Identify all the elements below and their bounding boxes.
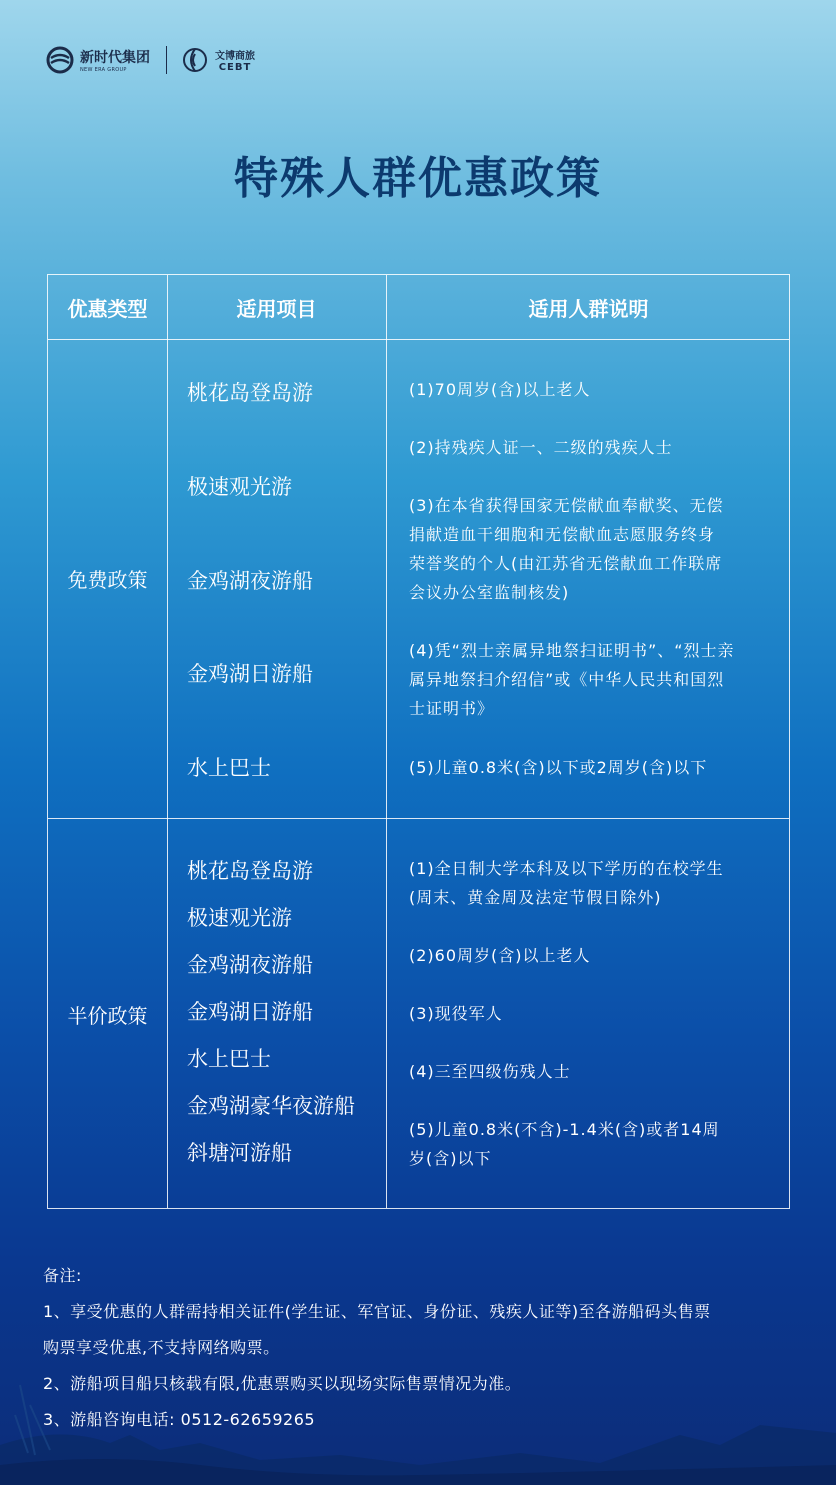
logo2-en: CEBT [218,62,252,73]
new-era-logo-icon [46,46,74,74]
logo1-cn: 新时代集团 [80,50,150,66]
half-item: 水上巴士 [187,1047,271,1071]
half-desc: 岁(含)以下 [409,1149,492,1168]
free-desc: (3)在本省获得国家无偿献血奉献奖、无偿 [409,496,724,515]
header-type: 优惠类型 [67,296,148,321]
free-item: 金鸡湖日游船 [187,662,313,686]
half-desc: (4)三至四级伤残人士 [409,1062,571,1081]
half-item: 金鸡湖夜游船 [187,953,313,977]
half-item: 金鸡湖豪华夜游船 [187,1094,355,1118]
half-desc: (3)现役军人 [409,1004,503,1023]
table-divider [167,275,168,1208]
category-free: 免费政策 [67,568,148,592]
header-items: 适用项目 [236,296,317,321]
page-title: 特殊人群优惠政策 [234,153,602,204]
free-desc: 会议办公室监制核发) [409,583,570,602]
half-desc: (2)60周岁(含)以上老人 [409,946,591,965]
logo2-cn: 文博商旅 [215,51,255,62]
free-item: 桃花岛登岛游 [187,381,313,405]
half-desc: (5)儿童0.8米(不含)-1.4米(含)或者14周 [409,1120,720,1139]
free-item: 金鸡湖夜游船 [187,569,313,593]
free-desc: 属异地祭扫介绍信”或《中华人民共和国烈 [409,670,725,689]
free-desc: 捐献造血干细胞和无偿献血志愿服务终身 [409,525,716,544]
notes [43,1258,803,1438]
table-divider [386,275,387,1208]
free-desc: 士证明书》 [409,699,495,718]
free-item: 极速观光游 [187,475,292,499]
free-desc: (5)儿童0.8米(含)以下或2周岁(含)以下 [409,758,708,777]
logo1-en: NEW ERA GROUP [80,67,127,73]
half-item: 极速观光游 [187,906,292,930]
half-item: 金鸡湖日游船 [187,1000,313,1024]
half-item: 斜塘河游船 [187,1141,292,1165]
free-desc: (4)凭“烈士亲属异地祭扫证明书”、“烈士亲 [409,641,735,660]
notes-title: 备注: [43,1266,82,1285]
new-era-group-logo [46,46,150,74]
header-desc: 适用人群说明 [528,296,649,321]
policy-table [47,274,790,1209]
free-desc: 荣誉奖的个人(由江苏省无偿献血工作联席 [409,554,723,573]
cebt-logo-icon [181,46,209,74]
category-half: 半价政策 [67,1004,148,1028]
note-line: 1、享受优惠的人群需持相关证件(学生证、军官证、身份证、残疾人证等)至各游船码头售票 [43,1302,711,1321]
half-desc: (1)全日制大学本科及以下学历的在校学生 [409,859,724,878]
free-item: 水上巴士 [187,756,271,780]
cebt-logo [181,46,255,74]
free-desc: (1)70周岁(含)以上老人 [409,380,591,399]
note-line: 2、游船项目船只核载有限,优惠票购买以现场实际售票情况为准。 [43,1374,522,1393]
logo-divider [166,46,167,74]
header [46,40,255,80]
note-line: 3、游船咨询电话: 0512-62659265 [43,1410,316,1429]
note-line: 购票享受优惠,不支持网络购票。 [43,1338,280,1357]
half-desc: (周末、黄金周及法定节假日除外) [409,888,662,907]
free-desc: (2)持残疾人证一、二级的残疾人士 [409,438,673,457]
half-item: 桃花岛登岛游 [187,859,313,883]
